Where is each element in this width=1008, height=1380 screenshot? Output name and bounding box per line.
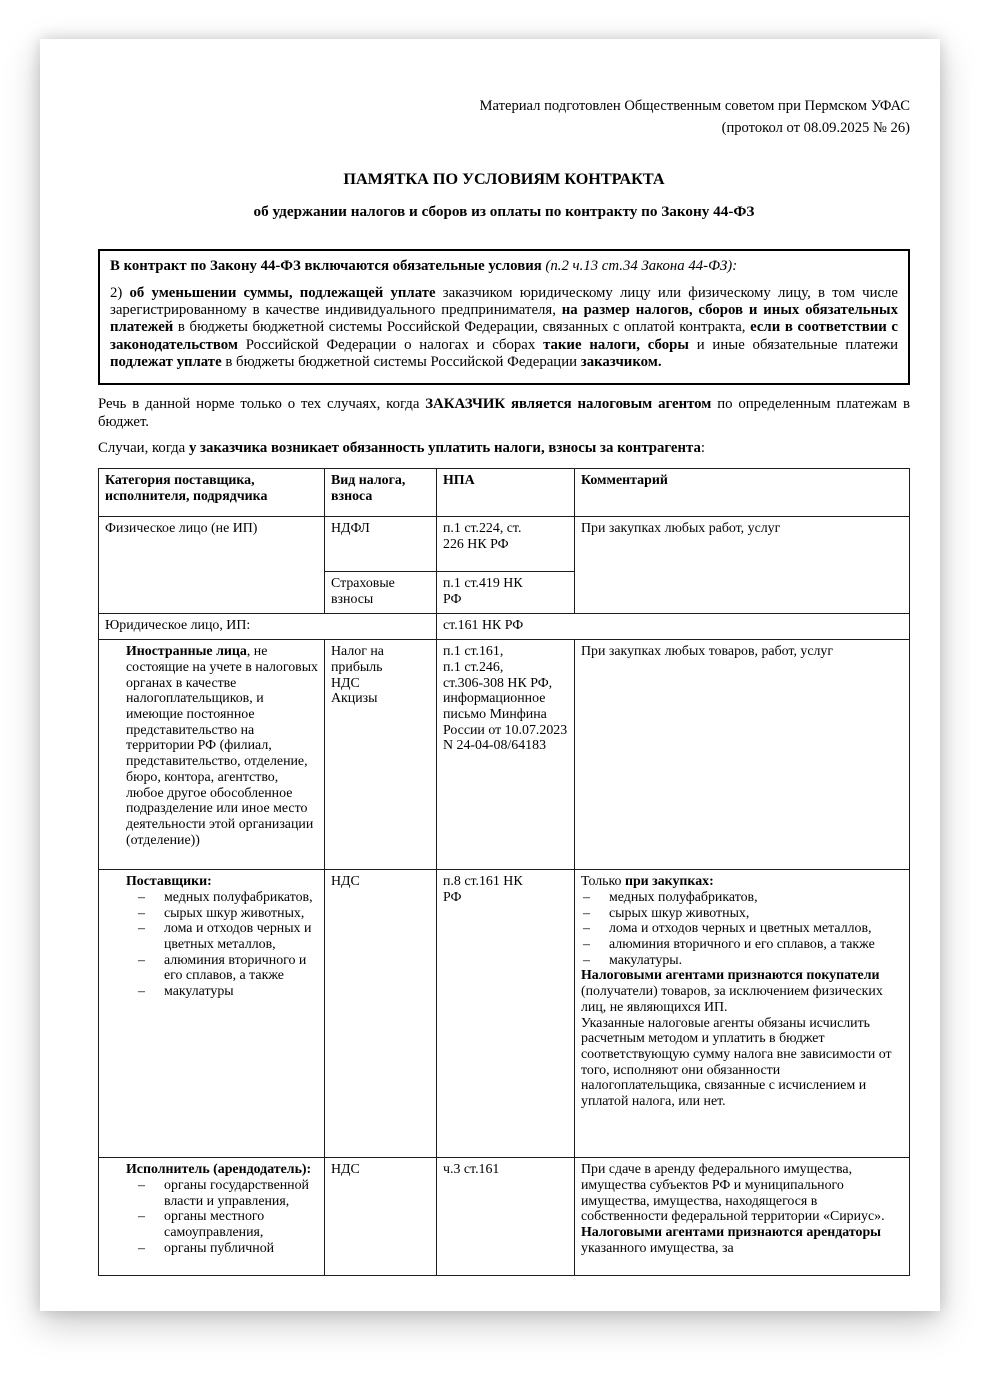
box-heading-bold: В контракт по Закону 44-ФЗ включаются обязательные условия <box>110 257 542 274</box>
cell-suppliers-category <box>99 870 325 1158</box>
list-item <box>126 984 318 1000</box>
text-run: указанного имущества, за <box>581 1240 734 1256</box>
doc-subtitle: об удержании налогов и сборов из оплаты по контракту по Закону 44-ФЗ <box>253 202 755 220</box>
npa-line: ст.306-308 НК РФ, информационное письмо Минфина России от 10.07.2023 N 24-04-08/64183 <box>443 675 568 754</box>
list-item-text: макулатуры <box>164 984 234 1000</box>
row-suppliers <box>99 870 910 1158</box>
text-run-bold: на размер налогов, сборов и иных обязательных платежей <box>110 302 898 336</box>
dash-marker: – <box>138 889 145 905</box>
dash-marker: – <box>583 921 590 937</box>
list-item-text: алюминия вторичного и его сплавов, а также <box>164 952 307 984</box>
text-run-bold: Налоговыми агентами признаются арендаторы <box>581 1225 882 1240</box>
npa-line: п.1 ст.224, ст. <box>443 521 522 537</box>
tax-item: Налог на прибыль <box>331 644 384 675</box>
text-run-bold: ЗАКАЗЧИК является налоговым агентом <box>425 396 712 413</box>
dash-marker: – <box>138 1209 145 1225</box>
cell-suppliers-tax: НДС <box>325 870 437 1158</box>
text-run: (получатели) товаров, за исключением физических лиц, не являющихся ИП. <box>581 984 883 1015</box>
list-item-text: медных полуфабрикатов, <box>609 889 758 905</box>
npa-line: РФ <box>443 889 462 905</box>
col-header-npa: НПА <box>437 469 575 517</box>
foreign-category-text <box>126 644 318 848</box>
tax-item: Акцизы <box>331 691 378 707</box>
list-item-text: лома и отходов черных и цветных металлов, <box>164 921 312 952</box>
list-item <box>126 1209 318 1240</box>
cell-lessor-tax: НДС <box>325 1158 437 1276</box>
row-individual <box>99 517 910 572</box>
dash-marker: – <box>138 952 145 968</box>
list-item <box>126 906 318 922</box>
text-run: Только <box>581 874 625 890</box>
box-heading-reference: (п.2 ч.13 ст.34 Закона 44-ФЗ): <box>541 257 738 274</box>
text-run-bold: об уменьшении суммы, подлежащей уплате <box>129 284 436 301</box>
dash-marker: – <box>138 1240 145 1256</box>
npa-line: ч.3 ст.161 <box>443 1162 500 1178</box>
dash-marker: – <box>138 905 145 921</box>
tax-item: НДС <box>331 675 360 691</box>
document-page <box>40 39 940 1311</box>
cell-individual-npa-insurance <box>437 572 575 614</box>
row-lessor <box>99 1158 910 1276</box>
text-run: Российской Федерации о налогах и сборах <box>237 336 544 353</box>
cell-individual-tax-ndfl: НДФЛ <box>325 517 437 572</box>
cell-lessor-comment <box>575 1158 910 1276</box>
cell-foreign-npa <box>437 640 575 870</box>
suppliers-comment <box>581 874 903 1110</box>
cell-individual-category: Физическое лицо (не ИП) <box>99 517 325 614</box>
box-paragraph <box>110 285 898 371</box>
npa-line: 226 НК РФ <box>443 536 509 552</box>
text-run-bold: Налоговыми агентами признаются покупатели <box>581 968 880 984</box>
cell-individual-tax-insurance: Страховые взносы <box>325 572 437 614</box>
dash-marker: – <box>583 937 590 952</box>
list-item <box>581 937 903 953</box>
credit-line-2: (протокол от 08.09.2025 № 26) <box>721 119 910 136</box>
cell-lessor-category <box>99 1158 325 1276</box>
credit-line-1: Материал подготовлен Общественным советом при Пермском УФАС <box>479 98 910 114</box>
text-run: в бюджеты бюджетной системы Российской Федерации, связанных с оплатой контракта, <box>173 319 751 336</box>
list-item-text: органы местного самоуправления, <box>164 1209 265 1240</box>
list-item <box>126 953 318 984</box>
tax-cases-table <box>98 468 910 1276</box>
suppliers-category-text <box>126 874 318 1000</box>
text-run: 2) <box>110 284 130 301</box>
text-run: заказчиком юридическому лицу или физическому лицу, в том числе зарегистрированному в качестве индивидуального предпринимателя, <box>110 284 899 319</box>
cell-lessor-npa <box>437 1158 575 1276</box>
lessor-category-text <box>126 1162 318 1256</box>
npa-line: п.1 ст.161, <box>443 644 504 660</box>
text-run-bold: такие налоги, сборы <box>543 336 689 353</box>
text-run: Речь в данной норме только о тех случаях, когда <box>98 396 426 413</box>
list-item-text: макулатуры. <box>609 952 683 968</box>
text-run: по определенным платежам в бюджет. <box>98 396 910 430</box>
table-header-row <box>99 469 910 517</box>
cell-suppliers-comment <box>575 870 910 1158</box>
cell-legal-category: Юридическое лицо, ИП: <box>99 614 437 640</box>
comment-intro <box>581 874 903 890</box>
text-run: и иные обязательные платежи <box>688 336 898 353</box>
mandatory-conditions-box <box>98 249 910 386</box>
text-run-bold: заказчиком. <box>580 354 662 370</box>
comment-paragraph: При сдаче в аренду федерального имущества, имущества субъектов РФ и муниципального имущества, имущества, находящегося в собственности федеральной территории «Сириус». <box>581 1162 885 1225</box>
list-item-text: сырых шкур животных, <box>164 905 305 921</box>
cell-individual-comment: При закупках любых работ, услуг <box>575 517 910 614</box>
text-run: в бюджеты бюджетной системы Российской Федерации <box>221 354 581 370</box>
cell-foreign-category <box>99 640 325 870</box>
dash-marker: – <box>583 889 590 905</box>
text-run-bold: подлежат уплате <box>110 354 222 370</box>
comment-paragraph <box>581 968 903 1015</box>
row-legal-entity <box>99 614 910 640</box>
list-item-text: лома и отходов черных и цветных металлов, <box>609 921 872 937</box>
comment-paragraph: Указанные налоговые агенты обязаны исчислить расчетным методом и уплатить в бюджет соответствующую сумму налога вне зависимости от того, исполняют они обязанности налогоплательщика, связанные с исчислением и уплатой налога, или нет. <box>581 1015 892 1110</box>
cell-legal-npa: ст.161 НК РФ <box>437 614 910 640</box>
cell-foreign-taxes <box>325 640 437 870</box>
cell-individual-npa-ndfl <box>437 517 575 572</box>
list-item-text: органы государственной власти и управления, <box>164 1177 309 1209</box>
comment-paragraph <box>581 1225 903 1256</box>
npa-line: п.1 ст.419 НК <box>443 576 523 592</box>
list-item <box>581 906 903 922</box>
text-run: : <box>700 439 705 456</box>
dash-marker: – <box>138 1177 145 1193</box>
list-item <box>126 921 318 952</box>
col-header-tax-type: Вид налога, взноса <box>325 469 437 517</box>
text-run-bold: Поставщики: <box>126 874 212 890</box>
cell-suppliers-npa <box>437 870 575 1158</box>
text-run-bold: Исполнитель (арендодатель): <box>126 1162 312 1178</box>
dash-marker: – <box>583 905 590 921</box>
list-item <box>581 890 903 906</box>
page-content <box>40 39 940 1276</box>
list-item-text: медных полуфабрикатов, <box>164 889 313 905</box>
doc-title: ПАМЯТКА ПО УСЛОВИЯМ КОНТРАКТА <box>343 169 665 188</box>
text-run-bold: у заказчика возникает обязанность уплатить налоги, взносы за контрагента <box>188 439 701 456</box>
intro-paragraph-2 <box>98 440 910 457</box>
list-item <box>126 1178 318 1209</box>
credit-note <box>98 96 910 140</box>
list-item-text: органы публичной <box>164 1240 275 1256</box>
col-header-category: Категория поставщика, исполнителя, подрядчика <box>99 469 325 517</box>
list-item-text: алюминия вторичного и его сплавов, а также <box>609 937 875 952</box>
text-run-bold: Иностранные лица <box>126 644 247 660</box>
text-run: , не состоящие на учете в налоговых органах в качестве налогоплательщиков, и имеющие постоянное представительство на территории РФ (филиал, представительство, отделение, бюро, контора, агентство, любое другое обособленное подразделение или иное место деятельности этой организации (отделение)) <box>126 644 318 848</box>
box-heading <box>110 258 898 275</box>
text-run: Случаи, когда <box>98 439 189 456</box>
npa-line: РФ <box>443 591 462 607</box>
text-run-bold: при закупках: <box>624 874 714 890</box>
npa-line: п.1 ст.246, <box>443 659 504 675</box>
row-foreign-entities <box>99 640 910 870</box>
dash-marker: – <box>583 952 590 968</box>
list-item <box>126 1241 318 1257</box>
col-header-comment: Комментарий <box>575 469 910 517</box>
dash-marker: – <box>138 984 145 1000</box>
list-item <box>581 921 903 937</box>
text-run-bold: если в соответствии с законодательством <box>110 319 898 353</box>
dash-marker: – <box>138 921 145 937</box>
intro-paragraph-1 <box>98 396 910 431</box>
list-item <box>581 953 903 969</box>
npa-line: п.8 ст.161 НК <box>443 874 523 890</box>
list-item-text: сырых шкур животных, <box>609 905 750 921</box>
list-item <box>126 890 318 906</box>
cell-foreign-comment: При закупках любых товаров, работ, услуг <box>575 640 910 870</box>
